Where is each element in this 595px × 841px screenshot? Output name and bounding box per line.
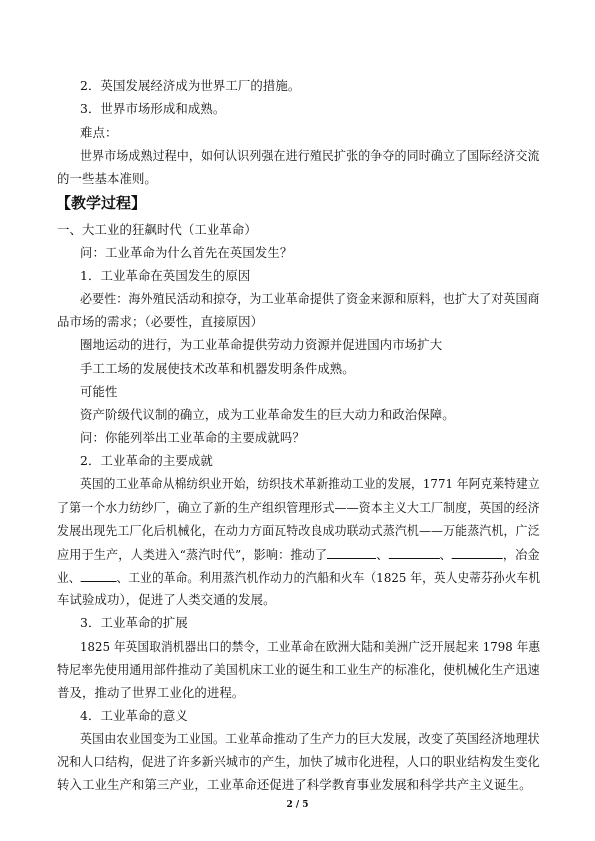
workshop-text: 手工工场的发展使技术改革和机器发明条件成熟。 bbox=[80, 361, 355, 376]
significance-line2: 况和人口结构，促进了许多新兴城市的产生，加快了城市化进程，人口的职业结构发生变化 bbox=[57, 754, 540, 769]
subsection-1-title: 1．工业革命在英国发生的原因 bbox=[80, 268, 251, 283]
question-2: 问：你能列举出工业革命的主要成就吗？ bbox=[80, 430, 305, 445]
expansion-line1: 1825 年英国取消机器出口的禁令，工业革命在欧洲大陆和美洲广泛开展起来 1798 年惠 bbox=[80, 639, 541, 654]
necessity-line1: 必要性：海外殖民活动和掠夺，为工业革命提供了资金来源和原料，也扩大了对英国商 bbox=[80, 291, 540, 306]
possibility-label: 可能性 bbox=[80, 384, 118, 399]
expansion-line2: 特尼率先使用通用部件推动了美国机床工业的诞生和工业生产的标准化，使机械化生产迅速 bbox=[57, 662, 540, 677]
fill-blank-3 bbox=[452, 546, 503, 559]
part-1-title: 一、大工业的狂飙时代（工业革命） bbox=[57, 222, 257, 237]
objective-2-text: 2．英国发展经济成为世界工厂的措施。 bbox=[80, 78, 301, 93]
difficulty-text-line1: 世界市场成熟过程中，如何认识列强在进行殖民扩张的争夺的同时确立了国际经济交流 bbox=[80, 148, 540, 163]
difficulty-text-line2: 的一些基本准则。 bbox=[57, 171, 157, 186]
question-1: 问：工业革命为什么首先在英国发生？ bbox=[80, 245, 293, 260]
achievements-line1: 英国的工业革命从棉纺织业开始，纺织技术革新推动工业的发展，1771 年阿克莱特建立 bbox=[80, 476, 540, 491]
section-heading-teaching-process: 【教学过程】 bbox=[56, 194, 147, 212]
achievements-line4 bbox=[57, 546, 540, 563]
fill-blank-2 bbox=[388, 546, 439, 559]
necessity-line2: 品市场的需求；（必要性，直接原因） bbox=[57, 314, 264, 329]
achievements-line5 bbox=[57, 569, 540, 586]
achievements-line4-text: 应用于生产，人类进入“蒸汽时代”，影响：推动了 bbox=[57, 547, 328, 562]
fill-blank-1 bbox=[327, 546, 376, 559]
achievements-line5-start: 业、 bbox=[57, 570, 81, 585]
subsection-4-title: 4．工业革命的意义 bbox=[80, 708, 188, 723]
achievements-line6: 车试验成功），促进了人类交通的发展。 bbox=[57, 592, 276, 607]
possibility-text: 资产阶级代议制的确立，成为工业革命发生的巨大动力和政治保障。 bbox=[80, 407, 455, 422]
blank-separator-1: 、 bbox=[376, 547, 389, 562]
objective-3-text: 3．世界市场形成和成熟。 bbox=[80, 101, 226, 116]
achievements-line4-end: ，冶金 bbox=[502, 547, 540, 562]
achievements-line3: 发展出现先工厂化后机械化，在动力方面瓦特改良成功联动式蒸汽机——万能蒸汽机，广泛 bbox=[57, 523, 540, 538]
significance-line3: 转入工业生产和第三产业，工业革命还促进了科学教育事业发展和科学共产主义诞生。 bbox=[57, 777, 532, 792]
blank-separator-2: 、 bbox=[439, 547, 452, 562]
page-number: 2 / 5 bbox=[286, 800, 309, 810]
subsection-3-title: 3．工业革命的扩展 bbox=[80, 615, 188, 630]
significance-line1: 英国由农业国变为工业国。工业革命推动了生产力的巨大发展，改变了英国经济地理状 bbox=[80, 731, 540, 746]
enclosure-text: 圈地运动的进行，为工业革命提供劳动力资源并促进国内市场扩大 bbox=[80, 337, 443, 352]
achievements-line2: 了第一个水力纺纱厂，确立了新的生产组织管理形式——资本主义大工厂制度，英国的经济 bbox=[57, 500, 540, 515]
expansion-line3: 普及，推动了世界工业化的进程。 bbox=[57, 685, 245, 700]
difficulty-label: 难点： bbox=[80, 125, 118, 140]
achievements-line5-text: 、工业的革命。利用蒸汽机作动力的汽船和火车（1825 年，英人史蒂芬孙火车机 bbox=[116, 570, 541, 585]
subsection-2-title: 2．工业革命的主要成就 bbox=[80, 453, 213, 468]
fill-blank-4 bbox=[81, 569, 117, 582]
